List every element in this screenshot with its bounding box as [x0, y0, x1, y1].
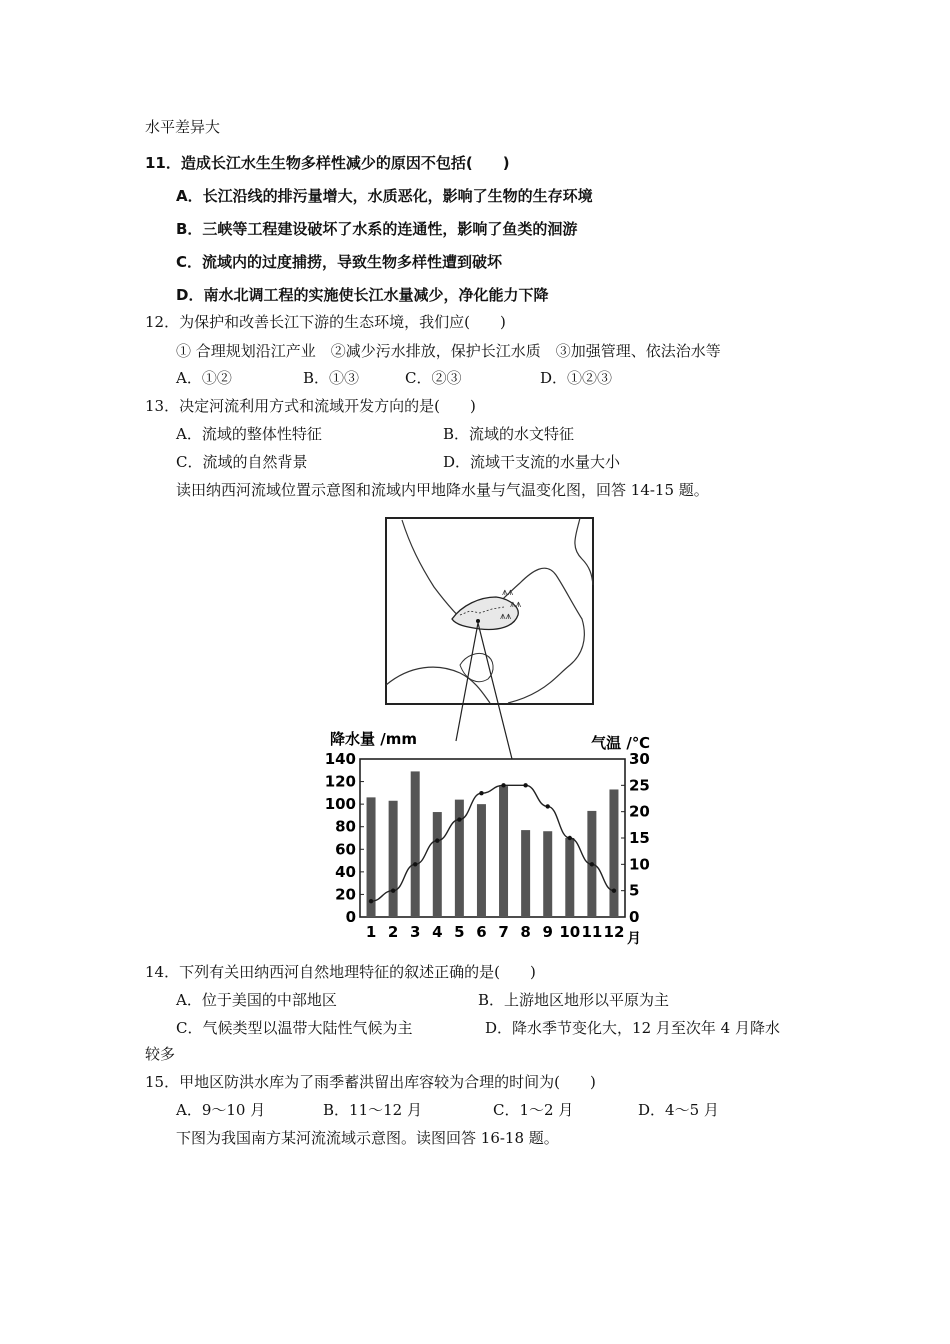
y-tick-label-left: 100 — [324, 795, 356, 814]
y-tick-label-left: 0 — [345, 908, 356, 926]
option-11a: A．长江沿线的排污量增大，水质恶化，影响了生物的生存环境 — [176, 187, 593, 205]
site-jia-marker — [476, 619, 480, 623]
option-12b: B．①③ — [303, 369, 360, 387]
y-tick-label-left: 120 — [324, 772, 356, 791]
option-13d: D．流域干支流的水量大小 — [443, 453, 621, 471]
temperature-point — [501, 783, 505, 787]
x-tick-label: 9 — [542, 923, 553, 941]
temperature-point — [546, 804, 550, 808]
precip-bar — [411, 771, 420, 917]
option-11b: B．三峡等工程建设破坏了水系的连通性，影响了鱼类的洄游 — [176, 220, 578, 238]
question-12: 12．为保护和改善长江下游的生态环境，我们应( ) — [145, 313, 506, 331]
y-tick-label-left: 80 — [335, 817, 356, 836]
option-13b: B．流域的水文特征 — [443, 425, 575, 443]
x-tick-label: 2 — [387, 923, 399, 941]
temperature-point — [413, 862, 417, 866]
mountain-icon: ⩚⩚ — [500, 611, 512, 622]
x-tick-label: 8 — [520, 923, 531, 941]
y-tick-label-right: 25 — [629, 776, 650, 795]
map-and-climate-figure — [320, 515, 660, 955]
precip-bar — [499, 786, 508, 917]
option-13c: C．流域的自然背景 — [176, 453, 308, 471]
precip-bar — [433, 812, 442, 917]
temperature-point — [590, 862, 594, 866]
option-15d: D．4～5 月 — [638, 1101, 719, 1119]
y-tick-label-right: 10 — [629, 855, 650, 874]
option-14d-cont: 较多 — [145, 1045, 176, 1063]
y-tick-label-left: 140 — [324, 750, 356, 768]
temperature-point — [612, 888, 616, 892]
text-line: 水平差异大 — [145, 118, 221, 136]
temperature-point — [568, 836, 572, 840]
y-tick-label-right: 15 — [629, 829, 650, 847]
precip-bar — [477, 804, 486, 917]
precip-bar — [389, 801, 398, 917]
reading-instruction: 读田纳西河流域位置示意图和流域内甲地降水量与气温变化图，回答 14-15 题。 — [176, 481, 709, 499]
precip-bar — [565, 838, 574, 917]
option-11c: C．流域内的过度捕捞，导致生物多样性遭到破坏 — [176, 253, 503, 271]
question-13: 13．决定河流利用方式和流域开发方向的是( ) — [145, 397, 476, 415]
precip-bar — [543, 831, 552, 917]
y-axis-left-title: 降水量 /mm — [330, 730, 417, 748]
y-tick-label-right: 30 — [629, 750, 650, 768]
temperature-point — [523, 783, 527, 787]
x-tick-label: 10 — [559, 923, 581, 941]
temperature-point — [479, 791, 483, 795]
option-15b: B．11～12 月 — [323, 1101, 422, 1119]
option-12d: D．①②③ — [540, 369, 613, 387]
precip-bar — [609, 789, 618, 917]
temperature-point — [369, 899, 373, 903]
question-15: 15．甲地区防洪水库为了雨季蓄洪留出库容较为合理的时间为( ) — [145, 1073, 596, 1091]
x-tick-label: 1 — [365, 923, 377, 941]
x-tick-label: 12 — [603, 923, 625, 941]
y-tick-label-right: 20 — [629, 802, 650, 821]
statement-12: ① 合理规划沿江产业 ②减少污水排放，保护长江水质 ③加强管理、依法治水等 — [176, 342, 721, 360]
x-unit-label: 月 — [627, 931, 641, 947]
precip-bar — [455, 800, 464, 917]
y-tick-label-right: 0 — [629, 908, 640, 926]
y-tick-label-left: 40 — [335, 862, 356, 881]
temperature-point — [457, 817, 461, 821]
y-tick-label-left: 60 — [335, 840, 356, 859]
climate-chart — [325, 750, 650, 947]
temperature-point — [391, 888, 395, 892]
reading-instruction-2: 下图为我国南方某河流流域示意图。读图回答 16-18 题。 — [176, 1129, 559, 1147]
mountain-icon: ⩚⩚ — [510, 599, 522, 610]
option-11d: D．南水北调工程的实施使长江水量减少，净化能力下降 — [176, 286, 549, 304]
question-14: 14．下列有关田纳西河自然地理特征的叙述正确的是( ) — [145, 963, 536, 981]
x-tick-label: 11 — [581, 923, 603, 941]
option-15a: A．9～10 月 — [176, 1101, 266, 1119]
x-tick-label: 3 — [409, 923, 421, 941]
option-14c: C．气候类型以温带大陆性气候为主 — [176, 1019, 413, 1037]
question-11: 11．造成长江水生生物多样性减少的原因不包括( ) — [145, 154, 510, 172]
x-tick-label: 7 — [498, 923, 509, 941]
figure — [320, 515, 660, 959]
temperature-point — [435, 838, 439, 842]
mountain-icon: ⩚⩚ — [502, 587, 514, 598]
x-tick-label: 5 — [454, 923, 465, 941]
x-tick-label: 4 — [432, 923, 443, 941]
y-axis-right-title: 气温 /℃ — [591, 734, 650, 752]
option-12c: C．②③ — [405, 369, 462, 387]
x-tick-label: 6 — [476, 923, 487, 941]
option-15c: C．1～2 月 — [493, 1101, 574, 1119]
option-12a: A．①② — [176, 369, 232, 387]
option-14d: D．降水季节变化大，12 月至次年 4 月降水 — [485, 1019, 780, 1037]
precip-bar — [521, 830, 530, 917]
option-14a: A．位于美国的中部地区 — [176, 991, 337, 1009]
y-tick-label-right: 5 — [629, 881, 640, 900]
y-tick-label-left: 20 — [335, 885, 356, 904]
option-13a: A．流域的整体性特征 — [176, 425, 322, 443]
option-14b: B．上游地区地形以平原为主 — [478, 991, 670, 1009]
temperature-line — [371, 785, 614, 901]
plot-frame — [360, 759, 625, 917]
